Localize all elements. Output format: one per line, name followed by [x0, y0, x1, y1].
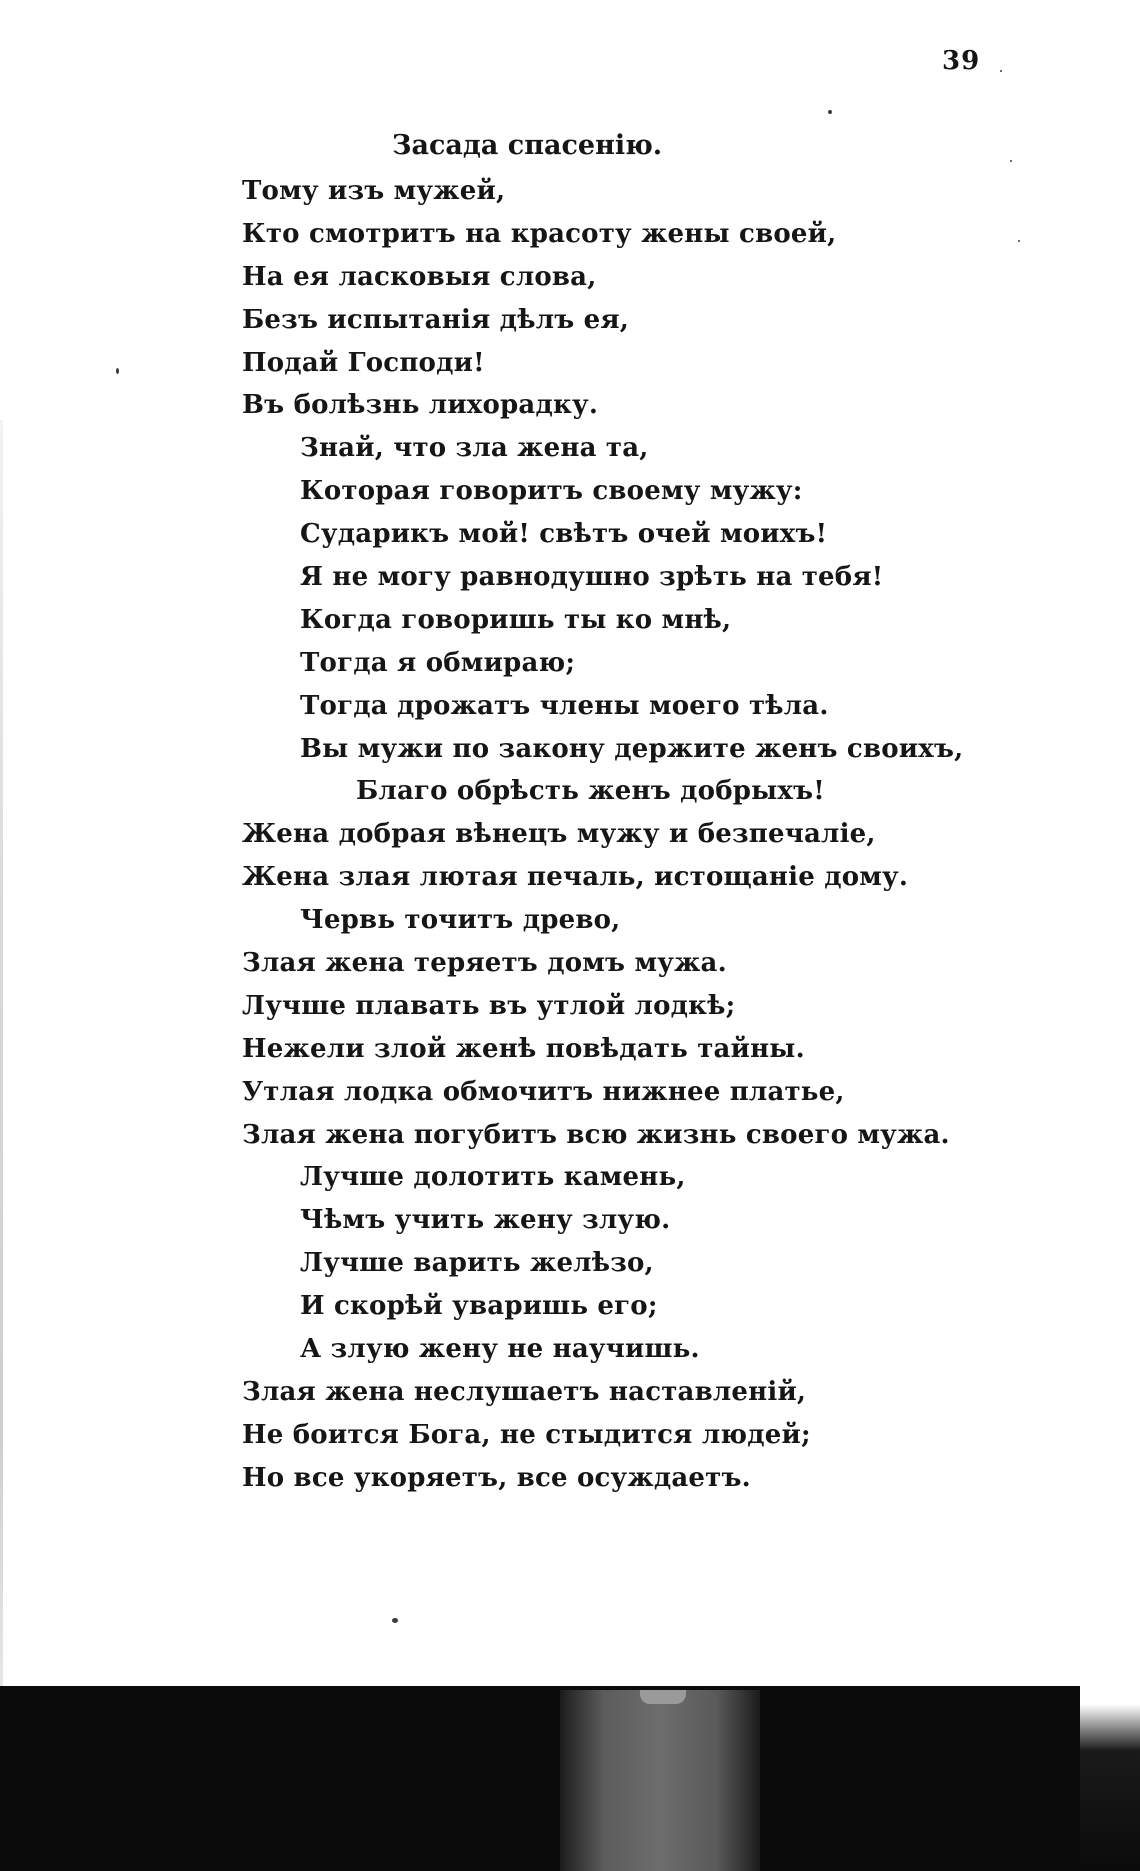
poem-line: Подай Господи!	[242, 347, 485, 378]
poem-line: И скорѣй уваришь его;	[300, 1291, 658, 1322]
poem-line: Лучше варить желѣзо,	[300, 1248, 654, 1279]
poem-line: Тогда дрожатъ члены моего тѣла.	[300, 690, 829, 721]
poem-line: Утлая лодка обмочитъ нижнее платье,	[242, 1076, 845, 1107]
poem-line: Которая говоритъ своему мужу:	[300, 476, 803, 507]
poem-line: Не боится Бога, не стыдится людей;	[242, 1419, 811, 1450]
poem-title: Засада спасенію.	[392, 130, 663, 161]
ink-speck	[828, 110, 832, 114]
poem-line: Лучше плавать въ утлой лодкѣ;	[242, 990, 736, 1021]
scan-clamp-knob	[640, 1690, 686, 1704]
ink-speck	[1018, 240, 1020, 242]
poem-line: Тогда я обмираю;	[300, 647, 576, 678]
poem-line: Жена злая лютая печаль, истощаніе дому.	[242, 862, 909, 893]
ink-speck	[392, 1618, 398, 1623]
poem-line: Лучше долотить камень,	[300, 1162, 686, 1193]
scan-corner	[1080, 1686, 1140, 1871]
poem-body	[0, 170, 1140, 1500]
poem-line: Червь точитъ древо,	[300, 905, 621, 936]
poem-line: Кто смотритъ на красоту жены своей,	[242, 218, 837, 249]
poem-line: Злая жена теряетъ домъ мужа.	[242, 948, 727, 979]
poem-line: Злая жена погубитъ всю жизнь своего мужа.	[242, 1119, 950, 1150]
poem-line: Нежели злой женѣ повѣдать тайны.	[242, 1033, 805, 1064]
poem-line: Въ болѣзнь лихорадку.	[242, 390, 599, 421]
scan-clamp	[560, 1690, 760, 1871]
poem-line: Благо обрѣсть женъ добрыхъ!	[356, 776, 825, 807]
poem-line: Тому изъ мужей,	[242, 176, 506, 206]
poem-line: Знай, что зла жена та,	[300, 433, 649, 464]
page-number: 39	[942, 46, 981, 76]
poem-line: А злую жену не научишь.	[300, 1334, 700, 1365]
poem-line: На ея ласковыя слова,	[242, 261, 597, 292]
poem-line: Чѣмъ учить жену злую.	[300, 1205, 671, 1236]
poem-line: Когда говоришь ты ко мнѣ,	[300, 604, 732, 635]
poem-line: Безъ испытанія дѣлъ ея,	[242, 304, 630, 335]
ink-speck	[116, 368, 119, 374]
ink-speck	[1000, 70, 1002, 72]
poem-line: Но все укоряетъ, все осуждаетъ.	[242, 1462, 751, 1493]
poem-line: Сударикъ мой! свѣтъ очей моихъ!	[300, 519, 828, 550]
poem-line: Жена добрая вѣнецъ мужу и безпечаліе,	[242, 819, 876, 850]
poem-line: Вы мужи по закону держите женъ своихъ,	[300, 733, 964, 764]
poem-line: Я не могу равнодушно зрѣть на тебя!	[300, 562, 884, 593]
poem-line: Злая жена неслушаетъ наставленій,	[242, 1376, 807, 1407]
ink-speck	[1010, 160, 1012, 162]
